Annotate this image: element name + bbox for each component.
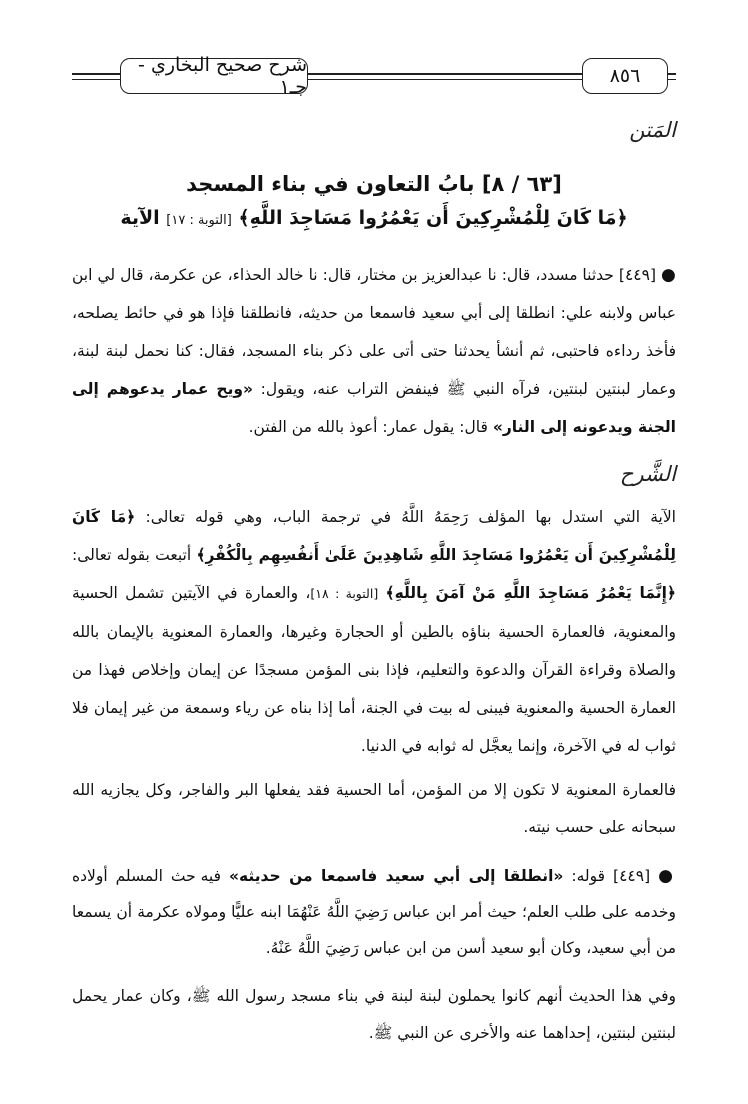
sharh-p3-intro: قوله: [571,867,606,885]
matn-quote: «ويح عمار يدعوهم إلى الجنة ويدعونه إلى النار» [72,380,676,436]
chapter-verse-tail: الآية [120,207,160,229]
chapter-verse-line [72,207,676,229]
sharh-p1-ref: [التوبة : ١٨] [310,586,379,601]
chapter-verse: ﴿مَا كَانَ لِلْمُشْرِكِينَ أَن يَعْمُرُوا مَسَاجِدَ اللَّهِ﴾ [238,207,628,229]
sharh-label: الشَّرح [619,462,676,486]
bullet-icon: ● [661,265,676,285]
matn-label: المَتن [629,118,676,142]
sharh-p3-quote: «انطلقا إلى أبي سعيد فاسمعا من حديثه» [228,867,564,885]
bullet-icon: ● [658,866,676,886]
sharh-p1-verse-1: ﴿مَا كَانَ لِلْمُشْرِكِينَ أَن يَعْمُرُوا مَسَاجِدَ اللَّهِ شَاهِدِينَ عَلَىٰ أَنفُسِهِم بِالْكُفْرِ﴾ [72,508,676,564]
matn-number: [٤٤٩] [618,266,657,284]
matn-text-end: قال: يقول عمار: أعوذ بالله من الفتن. [248,418,488,436]
book-title: شرح صحيح البخاري - جـ١ [120,58,308,94]
sharh-p3-number: [٤٤٩] [613,867,651,885]
sharh-p1-intro: الآية التي استدل بها المؤلف رَحِمَهُ اللَّهُ في ترجمة الباب، وهي قوله تعالى: [145,508,676,526]
chapter-heading: [٦٣ / ٨] بابُ التعاون في بناء المسجد [186,172,562,196]
matn-paragraph [72,256,676,446]
sharh-p1-body: ، والعمارة في الآيتين تشمل الحسية والمعنوية، فالعمارة الحسية بناؤه بالطين أو الحجارة وغيرها، والعمارة المعنوية بالإيمان بالله والصلاة وقراءة القرآن والدعوة والتعليم، فإذا بنى المؤمن مسجدًا عن إيمان وإخلاص فهذا من العمارة الحسية والمعنوية فيبنى له بيت في الجنة، أما إذا بناه عن رياء وسمعة من غير إيمان فلا ثواب له في الآخرة، وإنما يعجَّل له ثوابه في الدنيا. [72,584,676,755]
sharh-paragraph-3 [72,858,676,966]
matn-text: حدثنا مسدد، قال: نا عبدالعزيز بن مختار، قال: نا خالد الحذاء، عن عكرمة، قال لي ابن عباس ولابنه علي: انطلقا إلى أبي سعيد فاسمعا من حديثه، فانطلقنا فإذا هو في حائط يصلحه، فأخذ رداءه فاحتبى، ثم أنشأ يحدثنا حتى أتى على ذكر بناء المسجد، فقال: كنا نحمل لبنة لبنة، وعمار لبنتين لبنتين، فرآه النبي ﷺ فينفض التراب عنه، ويقول: [72,266,676,398]
chapter-verse-ref: [التوبة : ١٧] [166,213,232,228]
sharh-p3-body: فيه حث المسلم أولاده وخدمه على طلب العلم؛ حيث أمر ابن عباس رَضِيَ اللَّهُ عَنْهُمَا ابنه عليًّا ومولاه عكرمة أن يسمعا من أبي سعيد، وكان أبو سعيد أسن من ابن عباس رَضِيَ اللَّهُ عَنْهُ. [72,867,676,957]
sharh-paragraph-1 [72,498,676,765]
page-number: ٨٥٦ [582,58,668,94]
sharh-p1-verse-2: ﴿إِنَّمَا يَعْمُرُ مَسَاجِدَ اللَّهِ مَنْ آمَنَ بِاللَّهِ﴾ [385,584,676,602]
sharh-paragraph-2: فالعمارة المعنوية لا تكون إلا من المؤمن، أما الحسية فقد يفعلها البر والفاجر، وكل يجازيه الله سبحانه على حسب نيته. [72,781,676,836]
sharh-p1-link: أتبعت بقوله تعالى: [72,546,192,564]
sharh-paragraph-4: وفي هذا الحديث أنهم كانوا يحملون لبنة لبنة في بناء مسجد رسول الله ﷺ، وكان عمار يحمل لبنتين لبنتين، إحداهما عنه والأخرى عن النبي ﷺ. [72,987,676,1042]
